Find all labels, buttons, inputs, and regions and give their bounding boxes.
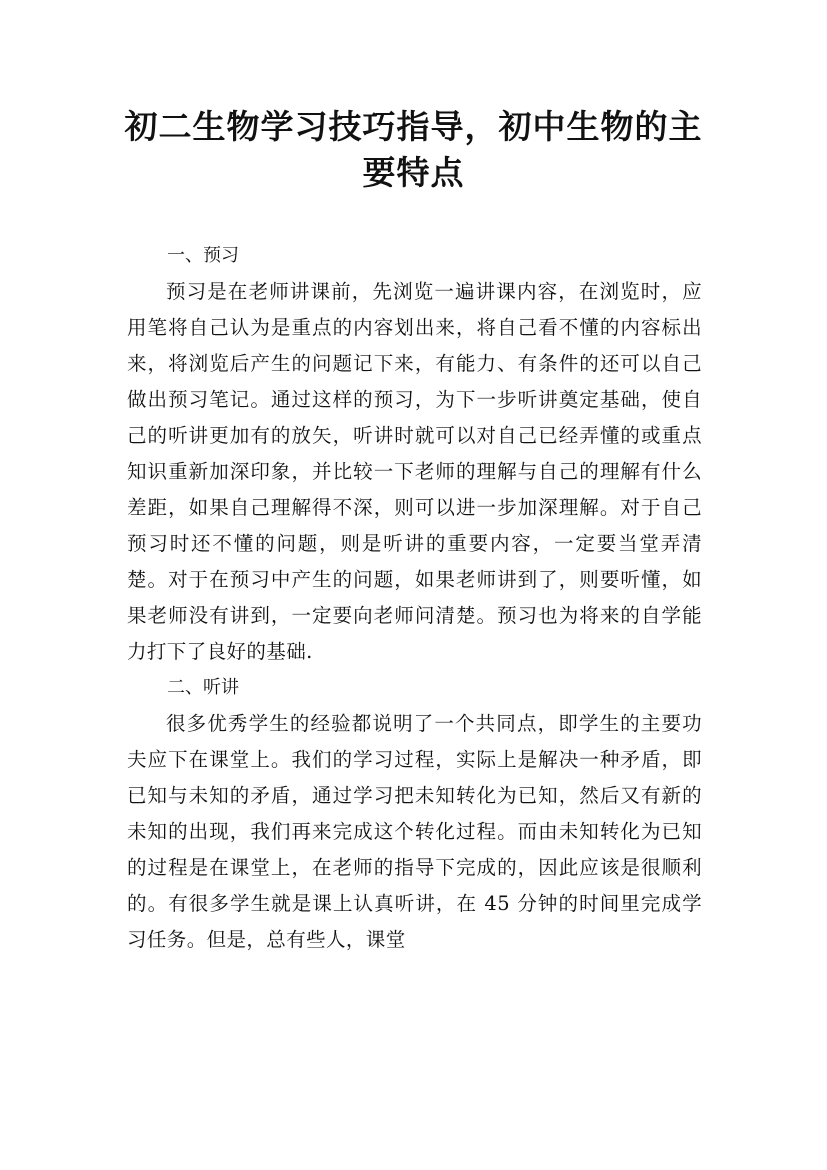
section-paragraph-listening: 很多优秀学生的经验都说明了一个共同点，即学生的主要功夫应下在课堂上。我们的学习过程，实际上是解决一种矛盾，即已知与未知的矛盾，通过学习把未知转化为已知，然后又有新的未知的出现，我们再来完成这个转化过程。而由未知转化为已知的过程是在课堂上，在老师的指导下完成的，因此应该是很顺利的。有很多学生就是课上认真听讲，在 45 分钟的时间里完成学习任务。但是，总有些人，课堂 (127, 712, 702, 951)
document-title: 初二生物学习技巧指导，初中生物的主要特点 (124, 107, 703, 192)
section-paragraph-preview: 预习是在老师讲课前，先浏览一遍讲课内容，在浏览时，应用笔将自己认为是重点的内容划出来，将自己看不懂的内容标出来，将浏览后产生的问题记下来，有能力、有条件的还可以自己做出预习笔记。通过这样的预习，为下一步听讲奠定基础，使自己的听讲更加有的放矢，听讲时就可以对自己已经弄懂的或重点知识重新加深印象，并比较一下老师的理解与自己的理解有什么差距，如果自己理解得不深，则可以进一步加深理解。对于自己预习时还不懂的问题，则是听讲的重要内容，一定要当堂弄清楚。对于在预习中产生的问题，如果老师讲到了，则要听懂，如果老师没有讲到，一定要向老师问清楚。预习也为将来的自学能力打下了良好的基础. (127, 280, 702, 663)
section-heading-listening: 二、听讲 (167, 677, 239, 698)
section-heading-preview: 一、预习 (167, 245, 239, 266)
document-body (127, 238, 702, 958)
